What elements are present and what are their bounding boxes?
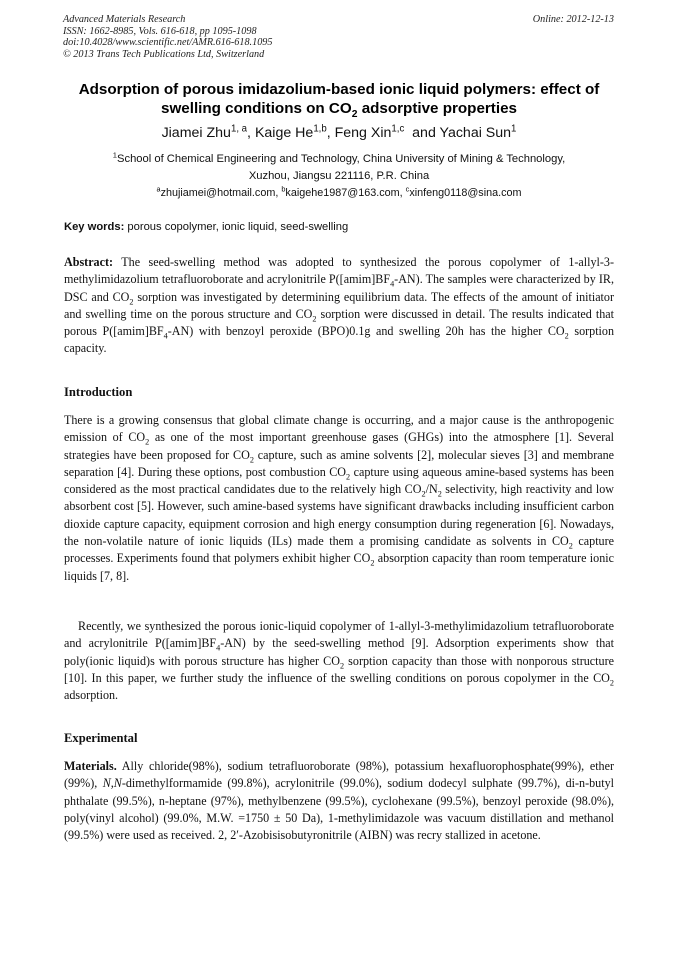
author-2: Kaige He (254, 125, 314, 141)
materials-label: Materials. (64, 759, 117, 773)
email-c[interactable]: xinfeng0118@sina.com (409, 187, 522, 199)
doi[interactable]: doi:10.4028/www.scientific.net/AMR.616-618.1095 (63, 37, 273, 49)
affiliation-line-2: Xuzhou, Jiangsu 221116, P.R. China (248, 170, 430, 182)
email-b[interactable]: kaigehe1987@163.com, (285, 187, 406, 199)
email-list: $^a$zhujiamei@hotmail.com, $^b$kaigehe1987@163.com, $^c$xinfeng0118@sina.com (156, 184, 522, 199)
keywords-label: Key words: (64, 221, 125, 233)
affiliation (40, 151, 638, 202)
author-1: Jiamei Zhu (161, 125, 231, 141)
author-4: Yachai Sun (439, 125, 512, 141)
journal-name: Advanced Materials Research (63, 14, 186, 25)
issn: ISSN: 1662-8985, Vols. 616-618, pp 1095-1098 (63, 25, 257, 37)
experimental-heading: Experimental (64, 731, 138, 745)
keywords-text: porous copolymer, ionic liquid, seed-swelling (124, 221, 349, 233)
author-and: and (412, 125, 436, 141)
online-date: Online: 2012-12-13 (532, 14, 614, 25)
keywords (64, 221, 348, 233)
author-3: Feng Xin (334, 125, 392, 141)
abstract-label: Abstract: (64, 255, 114, 269)
materials-paragraph: Materials. Ally chloride(98%), sodium tetrafluoroborate (98%), potassium hexafluorophosphate(99%), ether (99%), N,N-dimethylformamide (99.8%), acrylonitrile (99.0%), sodium dodecyl sulphate (99.7%), di-n-butyl phthalate (99.5%), n-heptane (97%), methylbenzene (99.5%), cyclohexane (99.5%), benzoyl peroxide (98.0%), poly(vinyl alcohol) (99.0%, M.W. =1750 ± 50 Da), 1-methylimidazole was vacuum distillation and methanol (99.5%) were used as received. 2, 2′-Azobisisobutyronitrile (AIBN) was recry stallized in acetone. (64, 759, 614, 843)
introduction-heading: Introduction (64, 385, 133, 399)
title-line-1: Adsorption of porous imidazolium-based ionic liquid polymers: effect of (78, 81, 600, 98)
abstract: Abstract: The seed-swelling method was adopted to synthesized the porous copolymer of 1-allyl-3-methylimidazolium tetrafluoroborate and acrylonitrile $P([amim]BF_4-AN)$. The samples were characterized by IR, DSC and $CO_2$ sorption was investigated by determining equilibrium data. The effects of the amount of initiator and swelling time on the porous structure and $CO_2$ sorption were discussed in detail. The results indicated that porous $P([amim]BF_4-AN)$ with benzoyl peroxide (BPO)0.1g and swelling 20h has the higher $CO_2$ sorption capacity. (64, 255, 615, 356)
copyright: © 2013 Trans Tech Publications Ltd, Switzerland (63, 48, 265, 60)
email-a[interactable]: zhujiamei@hotmail.com, (160, 187, 282, 199)
paper-title (50, 80, 628, 121)
journal-header (63, 14, 272, 60)
title-line-2: swelling conditions on $CO_2$ adsorptive properties (161, 100, 517, 121)
author-list: Jiamei Zhu$^{1, a}$, Kaige He$^{1,b}$, Feng Xin$^{1,c}$ and Yachai Sun$^1$ (161, 123, 517, 141)
introduction-paragraph-2: Recently, we synthesized the porous ionic-liquid copolymer of 1-allyl-3-methylimidazolium tetrafluoroborate and acrylonitrile $P([amim]BF_4-AN)$ by the seed-swelling method [9]. Adsorption experiments show that poly(ionic liquid)s with porous structure has higher $CO_2$ sorption capacity than those with nonporous structure [10]. In this paper, we further study the influence of the swelling conditions on porous copolymer in the $CO_2$ adsorption. (64, 619, 615, 703)
introduction-paragraph-1: There is a growing consensus that global climate change is occurring, and a major cause is the anthropogenic emission of $CO_2$ as one of the most important greenhouse gases (GHGs) into the atmosphere [1]. Several strategies have been proposed for $CO_2$ capture, such as amine solvents [2], molecular sieves [3] and membrane separation [4]. During these options, post combustion $CO_2$ capture using aqueous amine-based systems has been considered as the most practical candidates due to the relatively high $CO_2/N_2$ selectivity, high reactivity and low absorbent cost [5]. However, such amine-based systems have significant drawbacks including insufficient carbon dioxide capture capacity, equipment corrosion and high energy consumption during regeneration [6]. Nowadays, the non-volatile nature of ionic liquids (ILs) made them a promising candidate as solvents in $CO_2$ capture processes. Experiments found that polymers exhibit higher $CO_2$ absorption capacity than room temperature ionic liquids [7, 8]. (64, 413, 615, 583)
affiliation-line-1: $^1$School of Chemical Engineering and Technology, China University of Mining & Technology, (112, 150, 566, 165)
